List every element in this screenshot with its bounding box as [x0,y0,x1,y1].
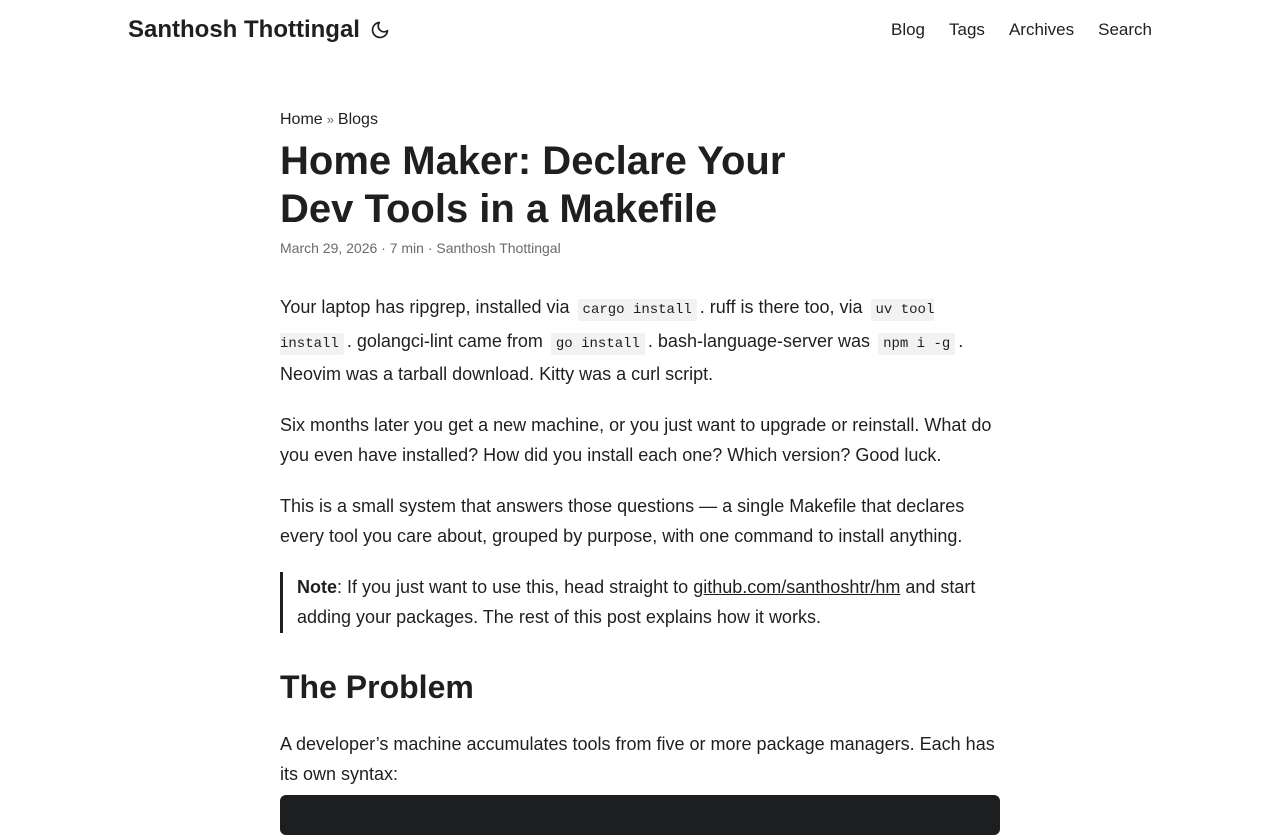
section-heading-problem: The Problem [280,668,474,705]
nav-archives-link[interactable]: Archives [1008,20,1075,39]
inline-code: npm i -g [878,333,955,355]
post-main [280,108,1000,810]
paragraph-intro [280,292,1000,390]
main-nav [891,19,1152,41]
breadcrumb-blogs-link[interactable]: Blogs [337,111,378,128]
note-text: and start adding your packages. The rest of this post explains how it works. [297,576,976,627]
inline-code: uv tool install [280,299,934,355]
post-content [280,292,1000,790]
paragraph-text: . golangci-lint came from [346,330,543,351]
paragraph-problem: A developer’s machine accumulates tools from five or more package managers. Each has its own syntax: [280,733,995,784]
nav-tags-link[interactable]: Tags [949,20,985,39]
paragraph-third: This is a small system that answers those questions — a single Makefile that declares every tool you care about, grouped by purpose, with one command to install anything. [280,495,965,546]
note-blockquote [280,572,1000,633]
breadcrumb-home-link[interactable]: Home [280,111,323,128]
paragraph-text: . Neovim was a tarball download. Kitty was a curl script. [280,330,964,384]
paragraph-text: . bash-language-server was [647,330,871,351]
paragraph-text: . ruff is there too, via [699,297,863,317]
page-title: Home Maker: Declare Your Dev Tools in a Makefile [280,139,786,231]
nav-blog-link[interactable]: Blog [890,20,926,39]
github-repo-link[interactable]: github.com/santhoshtr/hm [693,576,901,597]
moon-icon[interactable] [369,19,391,41]
inline-code: cargo install [578,299,697,321]
breadcrumb-separator: » [326,112,334,127]
nav-search-link[interactable]: Search [1098,20,1152,39]
note-label: Note [297,576,337,597]
site-title-link[interactable]: Santhosh Thottingal [128,16,360,43]
paragraph-text: Your laptop has ripgrep, installed via [280,297,570,317]
post-meta: March 29, 2026 · 7 min · Santhosh Thottingal [280,240,561,256]
breadcrumb [280,108,1000,132]
note-text: : If you just want to use this, head straight to [337,576,689,597]
paragraph-second: Six months later you get a new machine, or you just want to upgrade or reinstall. What do you even have installed? How did you install each one? Which version? Good luck. [280,414,992,465]
inline-code: go install [551,333,645,355]
site-header [0,0,1280,60]
code-block [280,795,1000,835]
